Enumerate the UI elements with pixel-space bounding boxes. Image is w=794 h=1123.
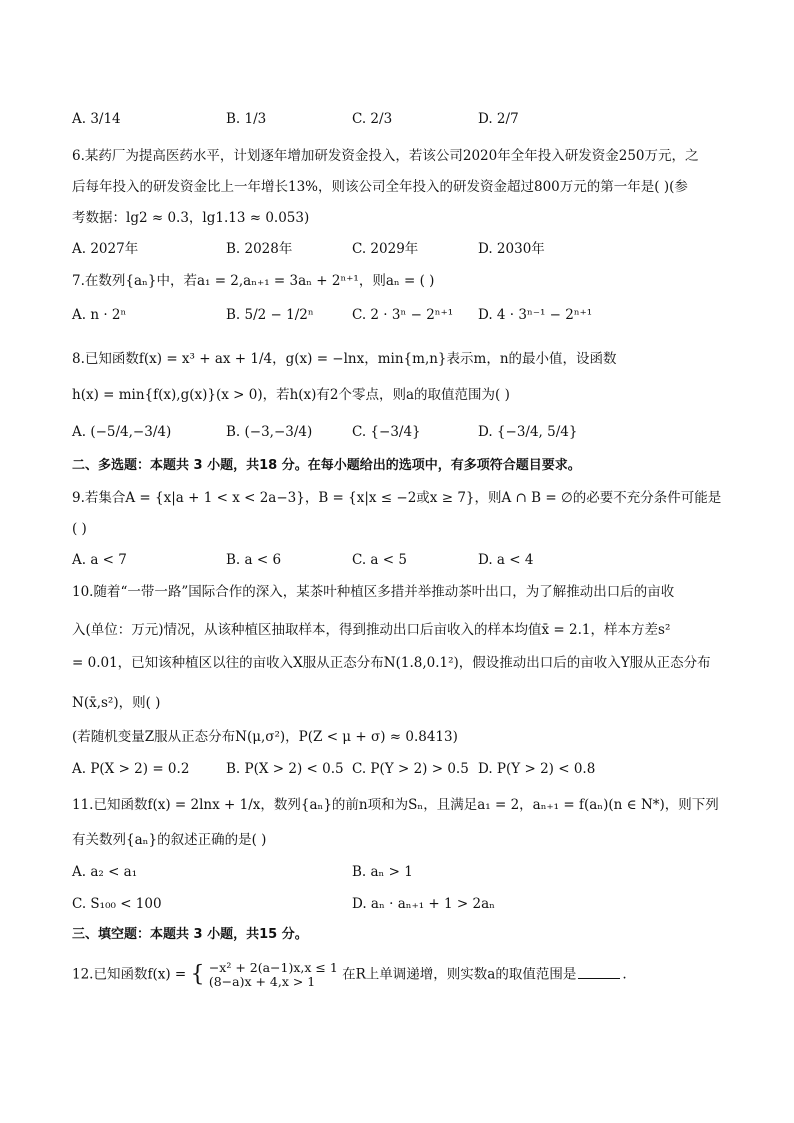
q6-stem-line3: 考数据：lg2 ≈ 0.3，lg1.13 ≈ 0.053): [72, 210, 310, 226]
q9-option-b: B. a < 6: [226, 552, 282, 568]
q10-stem-line2: 入(单位：万元)情况，从该种植区抽取样本，得到推动出口后亩收入的样本均值x̄ = 2.1，样本方差s²: [72, 622, 671, 638]
q6-stem-line1: 6.某药厂为提高医药水平，计划逐年增加研发资金投入，若该公司2020年全年投入研发资金250万元，之: [72, 148, 699, 164]
q12-prefix: 12.已知函数f(x) =: [72, 966, 191, 983]
q12-case-1: −x² + 2(a−1)x,x ≤ 1: [208, 960, 338, 975]
q8-stem-line1: 8.已知函数f(x) = x³ + ax + 1/4，g(x) = −lnx，min{m,n}表示m，n的最小值，设函数: [72, 351, 617, 367]
q9-option-c: C. a < 5: [352, 552, 407, 568]
q7-stem: 7.在数列{aₙ}中，若a₁ = 2,aₙ₊₁ = 3aₙ + 2ⁿ⁺¹，则aₙ = ( ): [72, 273, 435, 289]
q11-stem-line1: 11.已知函数f(x) = 2lnx + 1/x，数列{aₙ}的前n项和为Sₙ，且满足a₁ = 2，aₙ₊₁ = f(aₙ)(n ∈ N*)，则下列: [72, 797, 719, 813]
q7-option-c: C. 2 · 3ⁿ − 2ⁿ⁺¹: [352, 307, 454, 323]
q9-stem-line2: ( ): [72, 521, 87, 537]
q5-option-c: C. 2/3: [352, 111, 393, 127]
q11-stem-line2: 有关数列{aₙ}的叙述正确的是( ): [72, 832, 267, 848]
q8-stem-line2: h(x) = min{f(x),g(x)}(x > 0)，若h(x)有2个零点，则a的取值范围为( ): [72, 387, 510, 403]
q12-case-2: (8−a)x + 4,x > 1: [208, 974, 316, 989]
q8-option-b: B. (−3,−3/4): [226, 424, 313, 440]
q7-option-a: A. n · 2ⁿ: [72, 307, 127, 323]
q6-option-d: D. 2030年: [478, 241, 545, 257]
q9-stem-line1: 9.若集合A = {x|a + 1 < x < 2a−3}，B = {x|x ≤ −2或x ≥ 7}，则A ∩ B = ∅的必要不充分条件可能是: [72, 490, 722, 506]
q8-option-a: A. (−5/4,−3/4): [72, 424, 172, 440]
q6-option-a: A. 2027年: [72, 241, 139, 257]
q7-option-b: B. 5/2 − 1/2ⁿ: [226, 307, 314, 323]
q6-option-b: B. 2028年: [226, 241, 293, 257]
q12-suffix: 在R上单调递增，则实数a的取值范围是: [342, 966, 577, 983]
q12-piecewise: [209, 961, 338, 989]
q10-option-c: C. P(Y > 2) > 0.5: [352, 761, 469, 777]
q5-option-d: D. 2/7: [478, 111, 519, 127]
q10-stem-line1: 10.随着“一带一路”国际合作的深入，某茶叶种植区多措并举推动茶叶出口，为了解推动出口后的亩收: [72, 584, 675, 600]
q11-option-b: B. aₙ > 1: [352, 864, 413, 880]
q12-brace-glyph: {: [190, 962, 205, 987]
q8-option-d: D. {−3/4, 5/4}: [478, 424, 578, 440]
q12-stem: [72, 961, 627, 989]
q10-stem-line4: N(x̄,s²)，则( ): [72, 695, 161, 711]
q10-stem-line3: = 0.01，已知该种植区以往的亩收入X服从正态分布N(1.8,0.1²)，假设推动出口后的亩收入Y服从正态分布: [72, 655, 711, 671]
q11-option-d: D. aₙ · aₙ₊₁ + 1 > 2aₙ: [352, 896, 495, 912]
q12-end: .: [622, 966, 627, 983]
q5-option-a: A. 3/14: [72, 111, 121, 127]
section-fill-in-heading: 三、填空题：本题共 3 小题，共15 分。: [72, 927, 308, 942]
q12-answer-blank[interactable]: [578, 964, 620, 979]
q5-option-b: B. 1/3: [226, 111, 267, 127]
q8-option-c: C. {−3/4}: [352, 424, 421, 440]
q11-option-a: A. a₂ < a₁: [72, 864, 138, 880]
q6-stem-line2: 后每年投入的研发资金比上一年增长13%，则该公司全年投入的研发资金超过800万元的第一年是( )(参: [72, 179, 688, 195]
q10-option-a: A. P(X > 2) = 0.2: [72, 761, 190, 777]
q10-option-d: D. P(Y > 2) < 0.8: [478, 761, 596, 777]
q9-option-d: D. a < 4: [478, 552, 534, 568]
q10-option-b: B. P(X > 2) < 0.5: [226, 761, 344, 777]
q9-option-a: A. a < 7: [72, 552, 127, 568]
section-multiple-choice-heading: 二、多选题：本题共 3 小题，共18 分。在每小题给出的选项中，有多项符合题目要求。: [72, 458, 581, 473]
q7-option-d: D. 4 · 3ⁿ⁻¹ − 2ⁿ⁺¹: [478, 307, 593, 323]
q6-option-c: C. 2029年: [352, 241, 419, 257]
q10-note: (若随机变量Z服从正态分布N(μ,σ²)，P(Z < μ + σ) ≈ 0.8413): [72, 729, 458, 745]
q11-option-c: C. S₁₀₀ < 100: [72, 896, 162, 912]
